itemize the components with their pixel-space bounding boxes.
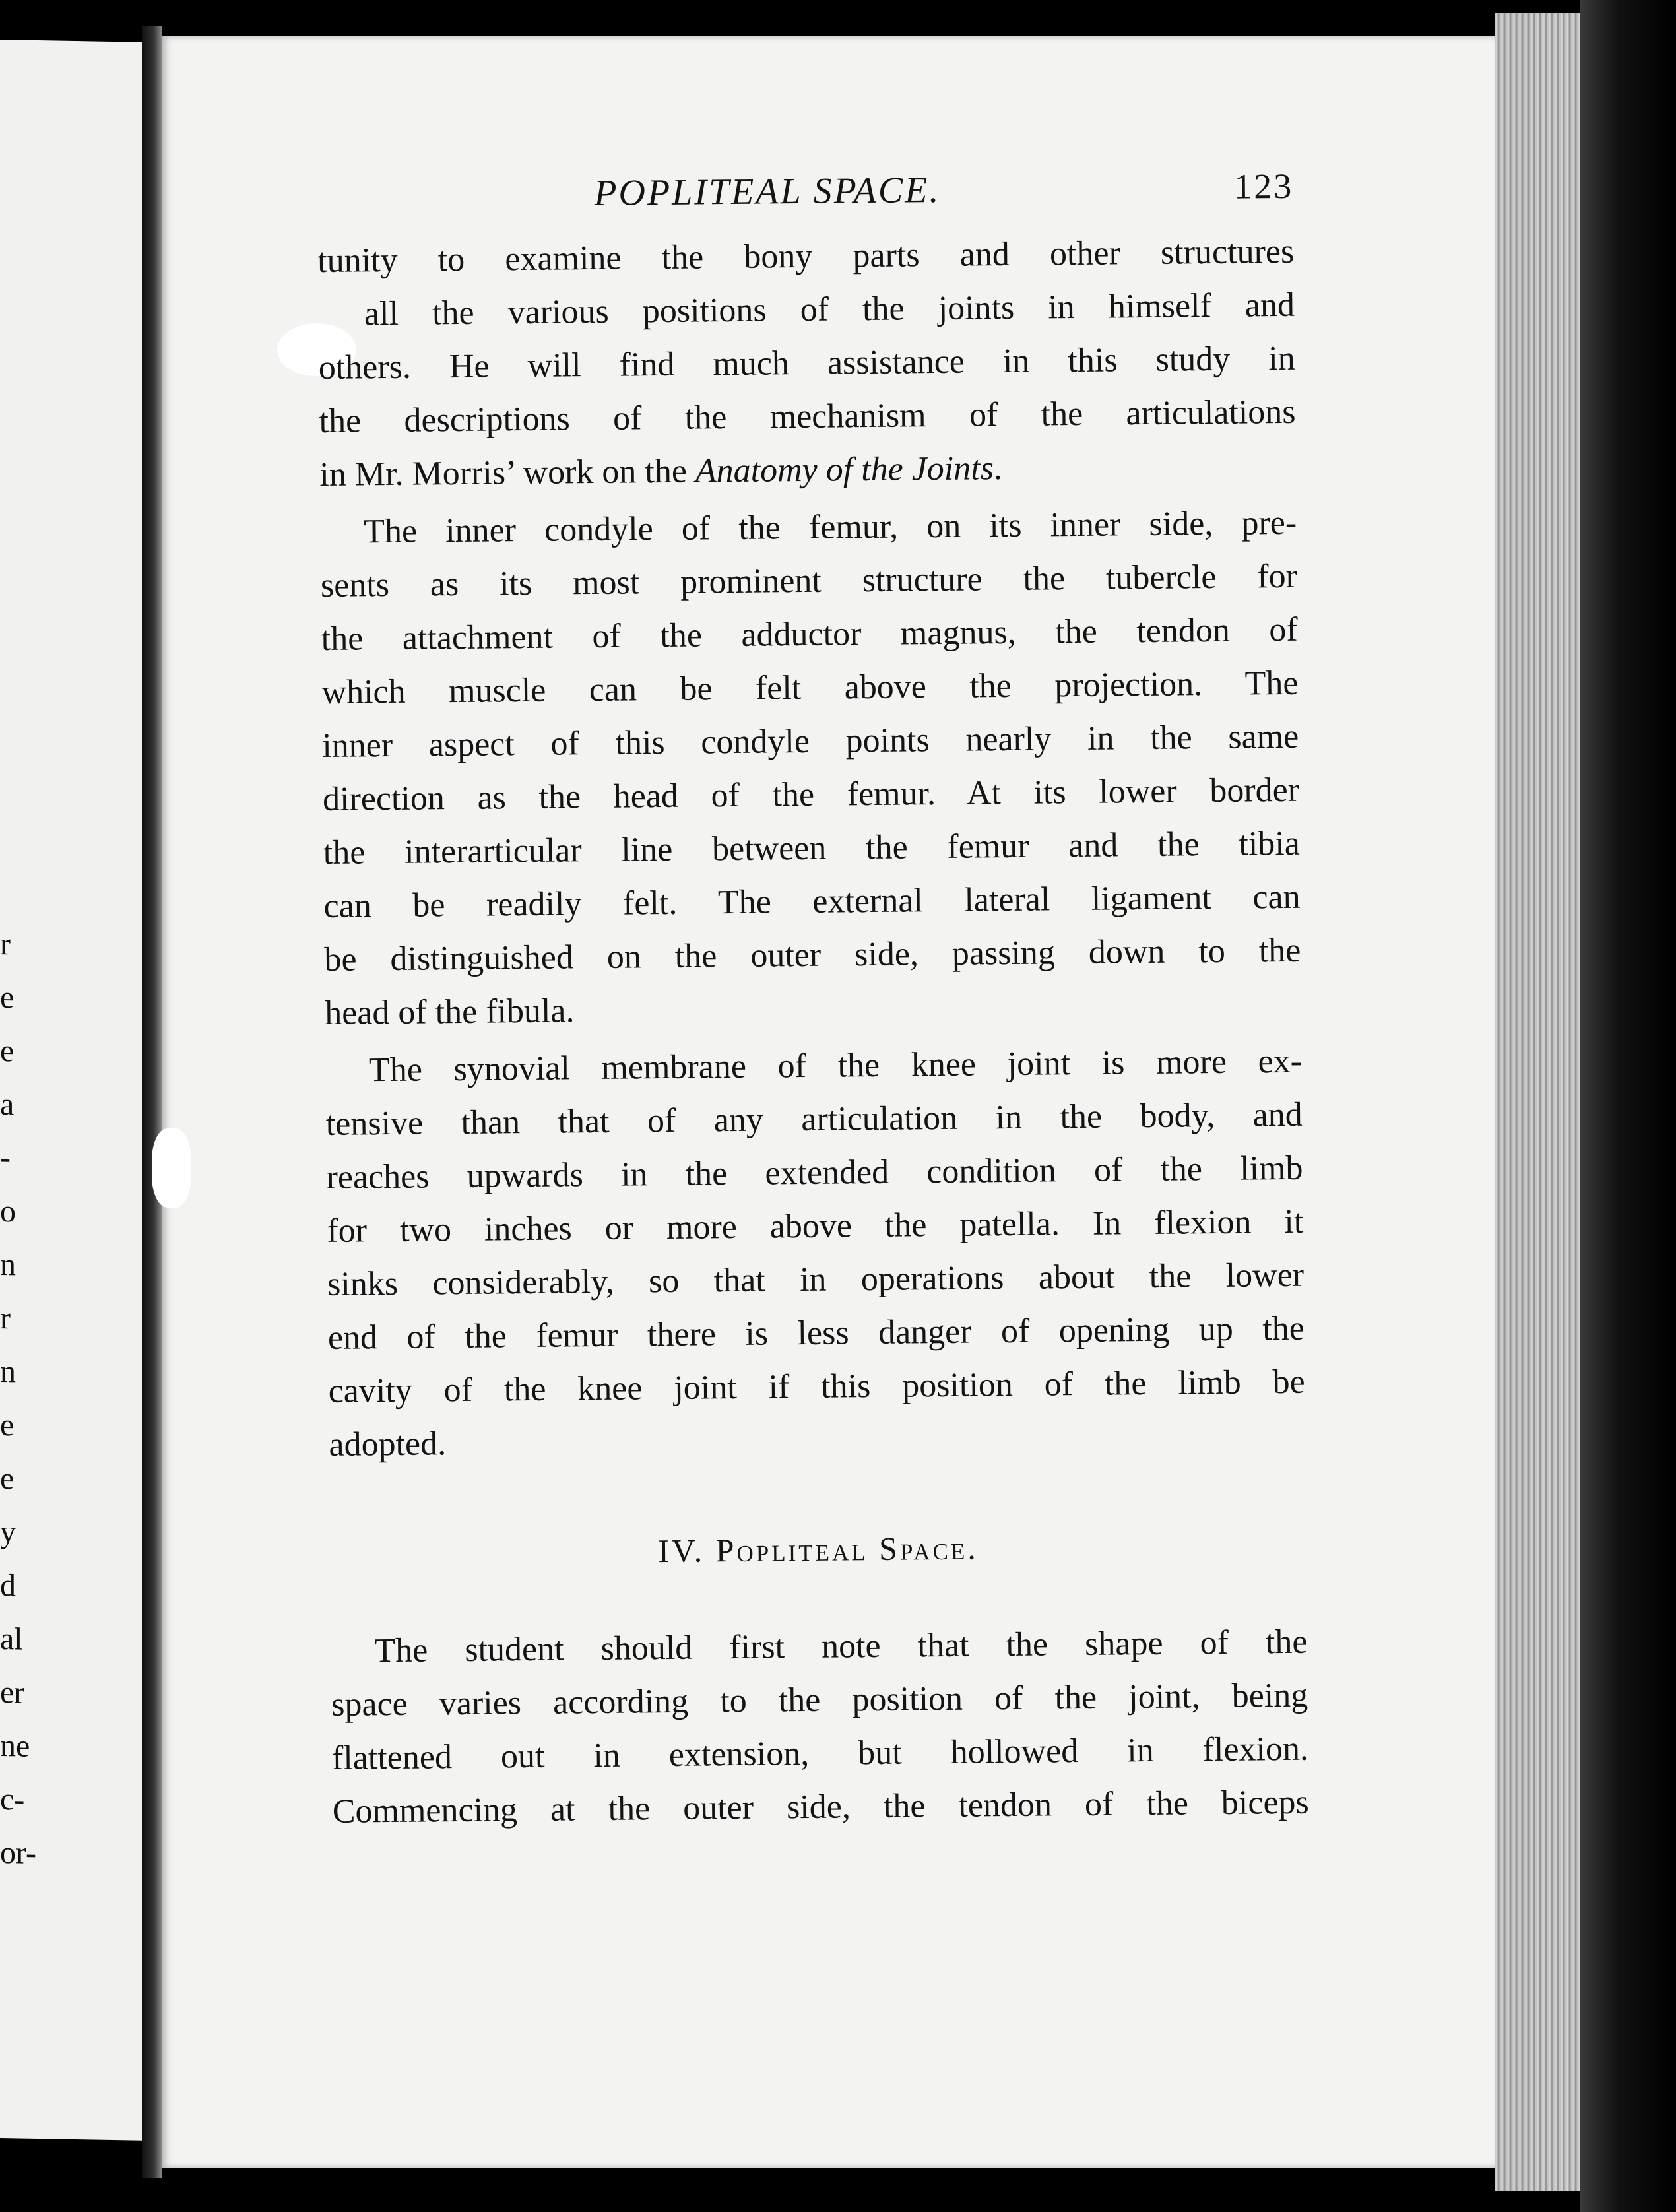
margin-fragment: al: [0, 1621, 23, 1657]
text-line: direction as the head of the femur. At its lower border: [322, 771, 1300, 818]
text-line: which muscle can be felt above the projection. The: [321, 664, 1299, 711]
paragraph-2: [320, 496, 1302, 1040]
margin-fragment: o: [0, 1194, 16, 1229]
text-line: sinks considerably, so that in operations about the lower: [327, 1256, 1305, 1303]
text-line: tunity to examine the bony parts and other structures: [317, 232, 1295, 280]
margin-fragment: e: [0, 980, 15, 1016]
margin-fragment: y: [0, 1514, 16, 1550]
text-line: sents as its most prominent structure the tubercle for: [320, 557, 1298, 604]
margin-fragment: a: [0, 1087, 15, 1122]
page-number: 123: [1233, 166, 1294, 207]
text-line: head of the fibula.: [324, 992, 575, 1032]
margin-fragment: ne: [0, 1728, 30, 1764]
margin-fragment: e: [0, 1033, 15, 1069]
book-gutter: [142, 26, 162, 2178]
section-number: IV.: [658, 1532, 705, 1570]
text-line: inner aspect of this condyle points nearly in the same: [322, 717, 1299, 765]
text-line: end of the femur there is less danger of opening up the: [327, 1309, 1305, 1357]
text-line: The inner condyle of the femur, on its inner side, pre-: [363, 504, 1297, 551]
margin-fragment: n: [0, 1354, 16, 1390]
margin-fragment: c-: [0, 1782, 25, 1817]
text-line: others. He will find much assistance in this study in: [318, 339, 1296, 387]
margin-fragment: n: [0, 1247, 16, 1283]
left-page-margin-fragments: [0, 917, 53, 1880]
margin-fragment: e: [0, 1461, 15, 1497]
text-line: Commencing at the outer side, the tendon of the biceps: [332, 1783, 1310, 1831]
page-text: [317, 166, 1309, 1838]
book-title-italic: Anatomy of the Joints: [695, 449, 994, 490]
left-facing-page: [0, 40, 142, 2141]
margin-fragment: r: [0, 927, 11, 962]
text-line: reaches upwards in the extended condition of the limb: [326, 1149, 1303, 1196]
text-run: in Mr. Morris’ work on the: [319, 452, 696, 494]
text-run: .: [993, 449, 1003, 488]
running-head: [317, 166, 1294, 234]
text-line: adopted.: [329, 1425, 447, 1464]
margin-fragment: r: [0, 1301, 11, 1336]
text-line: space varies according to the position of the joint, being: [331, 1676, 1308, 1724]
text-line: the descriptions of the mechanism of the articulations: [319, 393, 1296, 440]
text-line: tensive than that of any articulation in the body, and: [325, 1095, 1303, 1143]
paper-blemish: [152, 1128, 191, 1208]
paragraph-4: [331, 1615, 1309, 1838]
section-title: Popliteal Space.: [715, 1529, 979, 1569]
page-edges: [1495, 13, 1580, 2191]
text-line: all the various positions of the joints in himself and: [364, 286, 1295, 333]
text-line: for two inches or more above the patella. In flexion it: [327, 1202, 1304, 1250]
text-line: cavity of the knee joint if this position of the limb be: [328, 1363, 1305, 1410]
margin-fragment: or-: [0, 1835, 37, 1871]
text-line: The student should first note that the shape of the: [374, 1623, 1308, 1670]
text-line: be distinguished on the outer side, passing down to the: [324, 931, 1301, 979]
text-line: the attachment of the adductor magnus, the tendon of: [321, 610, 1298, 658]
text-line: can be readily felt. The external lateral ligament can: [323, 878, 1301, 925]
paragraph-3: [325, 1035, 1306, 1472]
margin-fragment: e: [0, 1408, 15, 1443]
text-line: [319, 439, 1297, 502]
margin-fragment: d: [0, 1568, 16, 1604]
text-line: The synovial membrane of the knee joint is more ex-: [368, 1042, 1303, 1090]
margin-fragment: er: [0, 1675, 25, 1710]
margin-fragment: -: [0, 1140, 11, 1176]
book-cover-edge: [1580, 0, 1676, 2212]
text-line: flattened out in extension, but hollowed in flexion.: [331, 1730, 1309, 1777]
section-heading: [330, 1526, 1306, 1573]
paragraph-1: [317, 225, 1297, 502]
text-line: the interarticular line between the femur and the tibia: [323, 824, 1301, 872]
running-head-title: POPLITEAL SPACE.: [593, 169, 941, 214]
